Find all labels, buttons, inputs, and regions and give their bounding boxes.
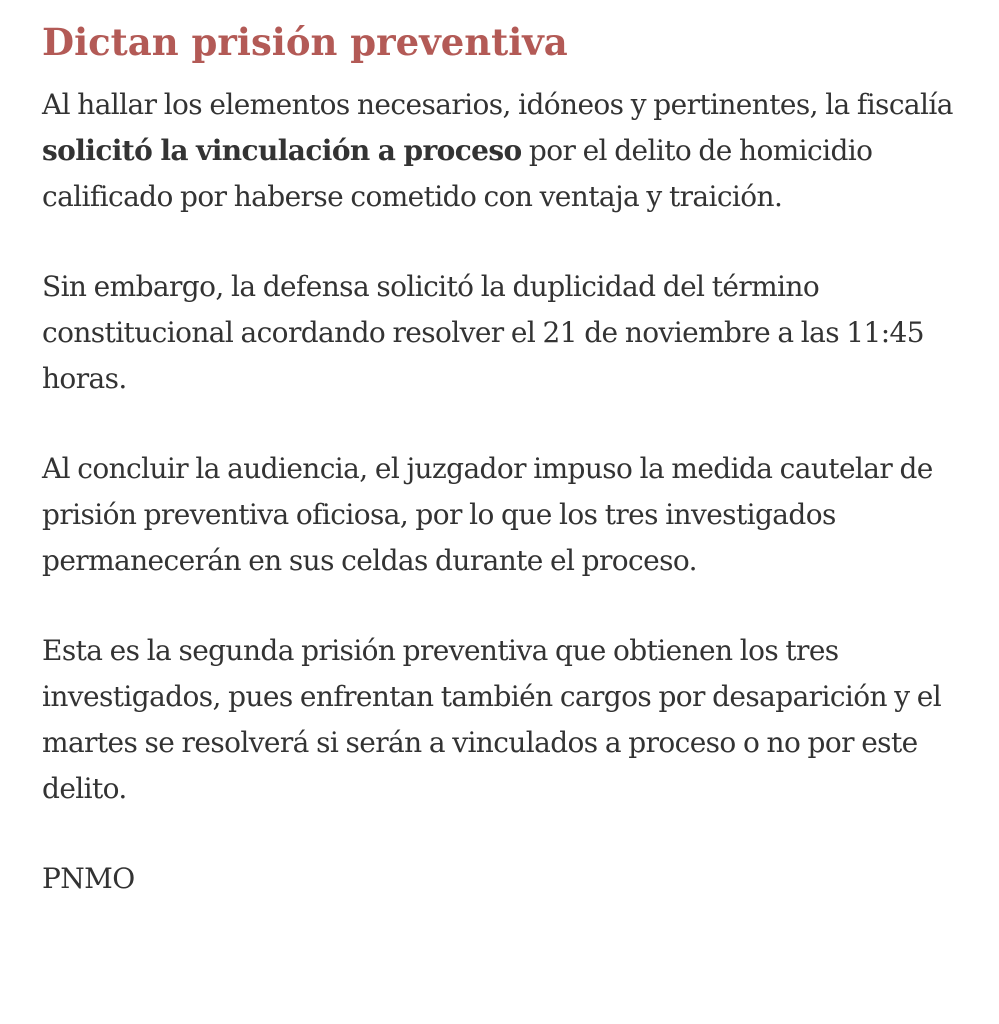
paragraph-2: Sin embargo, la defensa solicitó la duplicidad del término constitucional acordando resolver el 21 de noviembre a las 11:45 horas. (42, 270, 924, 395)
paragraph-1-text-end: por el delito de homicidio calificado por haberse cometido con ventaja y traición. (42, 134, 873, 213)
section-headline: Dictan prisión preventiva (42, 20, 568, 64)
author-signature: PNMO (42, 862, 135, 895)
paragraph-1 (42, 82, 979, 220)
paragraph-1-text-start: Al hallar los elementos necesarios, idóneos y pertinentes, la fiscalía (42, 88, 953, 121)
paragraph-3: Al concluir la audiencia, el juzgador impuso la medida cautelar de prisión preventiva oficiosa, por lo que los tres investigados permanecerán en sus celdas durante el proceso. (42, 452, 933, 577)
paragraph-4: Esta es la segunda prisión preventiva que obtienen los tres investigados, pues enfrentan también cargos por desaparición y el martes se resolverá si serán a vinculados a proceso o no por este delito. (42, 634, 942, 805)
paragraph-1-bold-text: solicitó la vinculación a proceso (42, 134, 522, 167)
